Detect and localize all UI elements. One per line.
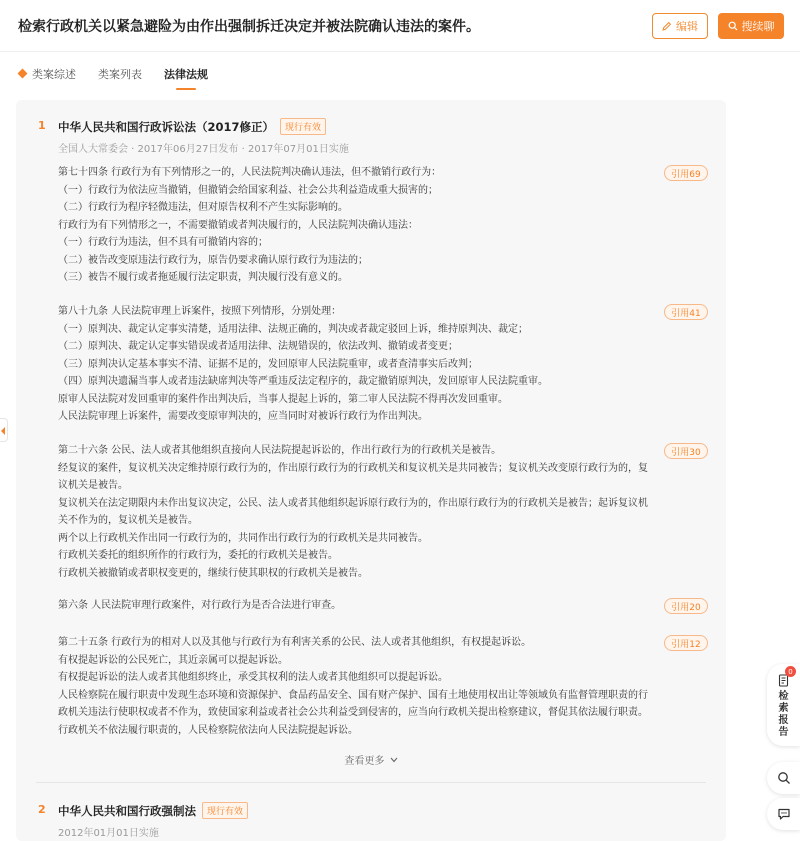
article-line: 第二十五条 行政行为的相对人以及其他与行政行为有利害关系的公民、法人或者其他组织，有权提起诉讼。 [58,637,532,648]
collapse-left-handle[interactable] [0,418,8,442]
message-icon [777,807,791,821]
top-bar [0,0,800,52]
law-title-text: 中华人民共和国行政强制法 [58,804,196,818]
article-line: 第七十四条 行政行为有下列情形之一的，人民法院判决确认违法，但不撤销行政行为： [58,167,442,178]
law-header [16,116,726,136]
law-title[interactable] [58,118,326,135]
sparkle-icon [18,69,28,79]
laws-panel [16,100,726,841]
article-line: 行政机关不依法履行职责的，人民检察院依法向人民法院提起诉讼。 [58,724,358,736]
tab-label: 类案列表 [98,68,142,81]
article-line: 第六条 人民法院审理行政案件，对行政行为是否合法进行审查。 [58,600,342,611]
article-line: 第八十九条 人民法院审理上诉案件，按照下列情形，分别处理： [58,306,342,317]
article-line: 行政机关委托的组织所作的行政行为，委托的行政机关是被告。 [58,550,338,561]
article-line: 议机关是被告。 [58,480,128,491]
article-line: （一）行政行为依法应当撤销，但撤销会给国家利益、社会公共利益造成重大损害的； [58,184,438,196]
report-label: 检索报告 [778,691,789,738]
article-line: （三）原判决认定基本事实不清、证据不足的，发回原审人民法院重审，或者查清事实后改判； [58,358,478,370]
law-number: 1 [38,119,46,132]
edit-icon [662,21,672,31]
citation-count-badge[interactable]: 引用20 [664,598,708,614]
chevron-down-icon [390,757,398,763]
article-line: 政机关违法行使职权或者不作为，致使国家利益或者社会公共利益受到侵害的，应当向行政机关提出检察建议，督促其依法履行职责。 [58,707,648,718]
law-meta: 2012年01月01日实施 [58,828,159,839]
report-count-badge: 0 [785,666,796,677]
article-line: 第二十六条 公民、法人或者其他组织直接向人民法院提起诉讼的，作出行政行为的行政机关是被告。 [58,445,502,456]
article-line: 关不作为的，复议机关是被告。 [58,515,198,526]
article-line: 经复议的案件，复议机关决定维持原行政行为的，作出原行政行为的行政机关和复议机关是共同被告；复议机关改变原行政行为的，复 [58,462,648,474]
feedback-button[interactable] [767,798,800,830]
continue-search-button[interactable] [718,13,784,39]
article-block [58,597,658,615]
tab-case-list[interactable] [98,66,142,90]
tab-case-summary[interactable] [18,66,76,90]
edit-button-label: 编辑 [676,20,698,33]
article-line: （三）被告不履行或者拖延履行法定职责，判决履行没有意义的。 [58,272,348,283]
article-line: （二）被告改变原违法行政行为，原告仍要求确认原行政行为违法的； [58,254,368,266]
article-line: 有权提起诉讼的法人或者其他组织终止，承受其权利的法人或者其他组织可以提起诉讼。 [58,672,448,683]
edit-button[interactable] [652,13,708,39]
article-line: （二）原判决、裁定认定事实错误或者适用法律、法规错误的，依法改判、撤销或者变更； [58,341,458,352]
tab-label: 类案综述 [32,68,76,81]
query-title: 检索行政机关以紧急避险为由作出强制拆迁决定并被法院确认违法的案件。 [18,19,480,35]
article-block [58,634,658,739]
chat-search-button[interactable] [767,762,800,794]
tab-bar [18,66,230,94]
law-title-text: 中华人民共和国行政诉讼法（2017修正） [58,120,275,134]
citation-count-badge[interactable]: 引用30 [664,443,708,459]
article-line: 人民检察院在履行职责中发现生态环境和资源保护、食品药品安全、国有财产保护、国有土地使用权出让等领域负有监督管理职责的行 [58,689,648,701]
article-line: 行政机关被撤销或者职权变更的，继续行使其职权的行政机关是被告。 [58,567,368,579]
article-block [58,164,658,287]
law-number: 2 [38,803,46,816]
search-report-button[interactable] [767,664,800,746]
chat-search-icon [777,771,791,785]
article-block [58,442,658,582]
continue-search-label: 搜续聊 [741,20,775,33]
article-block [58,303,658,426]
article-line: （一）原判决、裁定认定事实清楚，适用法律、法规正确的，判决或者裁定驳回上诉，维持原判决、裁定； [58,323,528,335]
article-line: （一）行政行为违法，但不具有可撤销内容的； [58,237,268,248]
article-line: （二）行政行为程序轻微违法，但对原告权利不产生实际影响的。 [58,202,348,213]
view-more-label: 查看更多 [344,756,385,767]
law-header [16,800,726,820]
view-more-link[interactable] [16,752,726,767]
citation-count-badge[interactable]: 引用12 [664,635,708,651]
tab-label: 法律法规 [164,68,208,81]
article-line: 人民法院审理上诉案件，需要改变原审判决的，应当同时对被诉行政行为作出判决。 [58,411,428,422]
search-icon [728,21,738,31]
article-line: 复议机关在法定期限内未作出复议决定，公民、法人或者其他组织起诉原行政行为的，作出原行政行为的行政机关是被告；起诉复议机 [58,497,648,509]
divider [36,782,706,783]
article-line: 原审人民法院对发回重审的案件作出判决后，当事人提起上诉的，第二审人民法院不得再次发回重审。 [58,393,508,405]
article-line: 两个以上行政机关作出同一行政行为的，共同作出行政行为的行政机关是共同被告。 [58,532,428,544]
article-line: （四）原判决遗漏当事人或者违法缺席判决等严重违反法定程序的，裁定撤销原判决，发回原审人民法院重审。 [58,376,548,387]
article-line: 行政行为有下列情形之一，不需要撤销或者判决履行的，人民法院判决确认违法： [58,219,418,231]
article-line: 有权提起诉讼的公民死亡，其近亲属可以提起诉讼。 [58,654,288,666]
status-badge: 现行有效 [202,802,248,819]
citation-count-badge[interactable]: 引用69 [664,165,708,181]
status-badge: 现行有效 [280,118,326,135]
citation-count-badge[interactable]: 引用41 [664,304,708,320]
tab-laws[interactable] [164,66,208,90]
law-meta: 全国人大常委会 · 2017年06月27日发布 · 2017年07月01日实施 [58,144,349,155]
law-title[interactable] [58,802,248,819]
